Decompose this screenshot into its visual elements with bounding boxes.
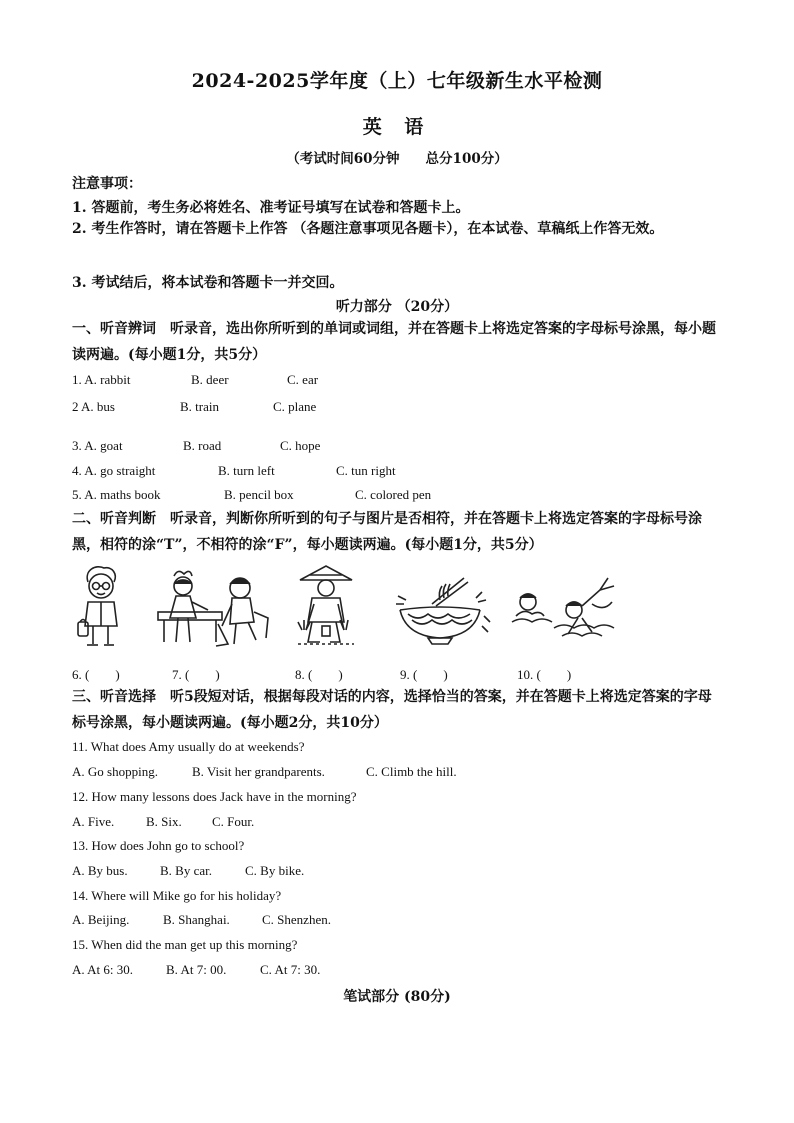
exam-time-info (0, 147, 794, 167)
q11-option-a: A. Go shopping. (72, 764, 158, 779)
answer-blank-10[interactable]: 10. ( ) (517, 667, 572, 682)
q2-option-b: B. train (180, 399, 219, 414)
writing-heading: 笔试部分 (80分) (343, 989, 451, 1005)
q15-question: 15. When did the man get up this morning? (72, 937, 298, 952)
q12-option-a: A. Five. (72, 814, 115, 829)
answer-blank-6[interactable]: 6. ( ) (72, 667, 120, 682)
answer-blank-9[interactable]: 9. ( ) (400, 667, 448, 682)
q13-option-b: B. By car. (160, 863, 212, 878)
noodles-picture (392, 570, 492, 646)
q12-option-c: C. Four. (212, 814, 255, 829)
part1-instruction: 一、听音辨词 听录音，选出你所听到的单词或词组，并在答题卡上将选定答案的字母标号涂黑，每小题读两遍。(每小题1分，共5分） (72, 321, 716, 363)
part3-instruction: 三、听音选择 听5段短对话，根据每段对话的内容，选择恰当的答案，并在答题卡上将选定答案的字母标号涂黑，每小题读两遍。(每小题2分，共10分） (72, 689, 712, 731)
q3-option-b: B. road (183, 438, 222, 453)
answer-blank-7[interactable]: 7. ( ) (172, 667, 220, 682)
listening-heading: 听力部分 （20分） (335, 299, 459, 315)
part2-instruction: 二、听音判断 听录音，判断你所听到的句子与图片是否相符，并在答题卡上将选定答案的字母标号涂黑，相符的涂“T”，不相符的涂“F”，每小题读两遍。(每小题1分，共5分） (72, 511, 702, 553)
q5-option-c: C. colored pen (355, 487, 432, 502)
q13-option-c: C. By bike. (245, 863, 305, 878)
q11-option-c: C. Climb the hill. (366, 764, 457, 779)
q2-option-c: C. plane (273, 399, 317, 414)
q4-option-a: 4. A. go straight (72, 463, 156, 478)
q14-question: 14. Where will Mike go for his holiday? (72, 888, 282, 903)
note-item-1: 1. 答题前，考生务必将姓名、准考证号填写在试卷和答题卡上。 (72, 200, 470, 216)
q12-option-b: B. Six. (146, 814, 182, 829)
q1-option-b: B. deer (191, 372, 229, 387)
q13-question: 13. How does John go to school? (72, 838, 245, 853)
q3-option-a: 3. A. goat (72, 438, 123, 453)
q14-option-c: C. Shenzhen. (262, 912, 331, 927)
q5-option-b: B. pencil box (224, 487, 294, 502)
exam-total-score: 总分100分） (425, 151, 508, 167)
q1-option-a: 1. A. rabbit (72, 372, 131, 387)
subject-title: 英 语 (362, 116, 432, 138)
notes-heading: 注意事项： (72, 176, 142, 192)
q11-question: 11. What does Amy usually do at weekends? (72, 739, 305, 754)
q15-option-b: B. At 7: 00. (166, 962, 227, 977)
exam-duration: （考试时间60分钟 (286, 151, 400, 167)
swimming-picture (508, 572, 618, 644)
q15-option-a: A. At 6: 30. (72, 962, 134, 977)
q4-option-b: B. turn left (218, 463, 275, 478)
q14-option-b: B. Shanghai. (163, 912, 230, 927)
kids-cleaning-picture (156, 568, 274, 648)
answer-blank-8[interactable]: 8. ( ) (295, 667, 343, 682)
q12-question: 12. How many lessons does Jack have in the morning? (72, 789, 357, 804)
q2-option-a: 2 A. bus (72, 399, 115, 414)
farmer-planting-picture (296, 564, 356, 648)
q14-option-a: A. Beijing. (72, 912, 130, 927)
note-item-2: 2. 考生作答时，请在答题卡上作答 （各题注意事项见各题卡），在本试卷、草稿纸上作答无效。 (72, 221, 664, 237)
q3-option-c: C. hope (280, 438, 321, 453)
q11-option-b: B. Visit her grandparents. (192, 764, 325, 779)
q15-option-c: C. At 7: 30. (260, 962, 321, 977)
note-item-3: 3. 考试结后，将本试卷和答题卡一并交回。 (72, 275, 344, 291)
q5-option-a: 5. A. maths book (72, 487, 161, 502)
q4-option-c: C. tun right (336, 463, 396, 478)
q1-option-c: C. ear (287, 372, 319, 387)
boy-with-bag-picture (74, 564, 126, 648)
q13-option-a: A. By bus. (72, 863, 128, 878)
exam-title: 2024-2025学年度（上）七年级新生水平检测 (191, 70, 603, 92)
